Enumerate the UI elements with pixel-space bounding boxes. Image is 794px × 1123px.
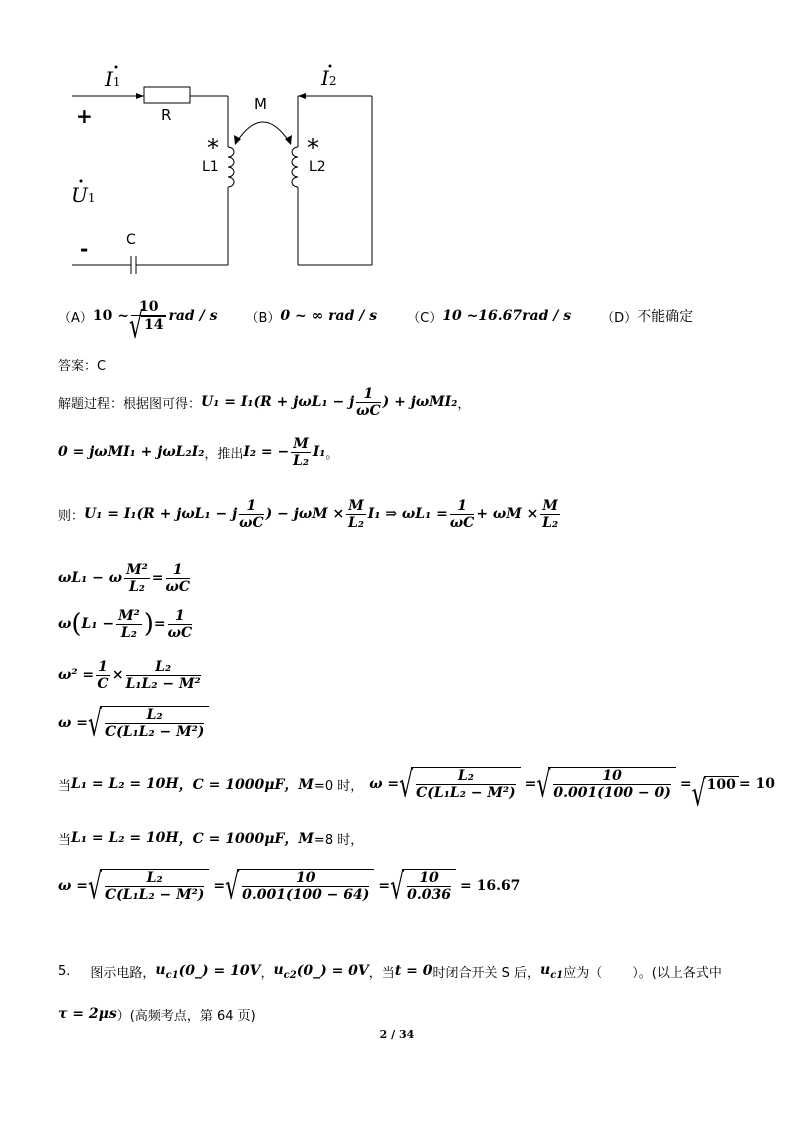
option-a-fraction: 10 √ 14 xyxy=(131,299,166,333)
case-2-line: 当 L₁ = L₂ = 10H ，C = 1000μF ，M =8 时， xyxy=(58,830,364,848)
question-5-line-2: τ = 2μs ）(高频考点，第 64 页) xyxy=(58,1006,256,1024)
label-minus: - xyxy=(80,237,89,261)
solution-line-3: 则： U₁ = I₁(R + jωL₁ − j $\frac{1}{\omega C}$ ) − jωM × $\frac{M}{\text{L₂}}$ I₁ ⇒ ωL₁ = $\frac{1}{\omega C}$ + ωM × $\frac{M}{\text{L₂}}$ xyxy=(58,497,559,531)
answer-label: 答案：C xyxy=(58,359,107,374)
equation-5: ω ( L₁ − $\frac{\text{M²}}{\text{L₂}}$ ) = $\frac{1}{\omega C}$ xyxy=(58,607,193,641)
option-b-text: 0 ~ ∞ rad / s xyxy=(280,308,378,324)
option-b-prefix: （B） xyxy=(245,310,281,326)
label-l2: L2 xyxy=(309,159,326,175)
label-u1: U1 xyxy=(71,183,96,207)
label-r: R xyxy=(161,106,172,124)
label-plus: + xyxy=(76,104,93,128)
solution-line-2: 0 = jωMI₁ + jωL₂I₂ ，推出 I₂ = − $\frac{M}{\text{L₂}}$ I₁ 。 xyxy=(58,435,339,469)
equation-7: ω = √ $\frac{\text{L₂}}{\text{C(L₁L₂ − M²)}}$ xyxy=(58,703,209,743)
page-number: 2 / 34 xyxy=(379,1028,415,1041)
label-l1: L1 xyxy=(202,159,219,175)
option-a-text: 10 ~ xyxy=(92,308,129,324)
equation-4: ωL₁ − ω $\frac{\text{M²}}{\text{L₂}}$ = $\frac{1}{\omega C}$ xyxy=(58,561,190,595)
option-d-prefix: （D） xyxy=(601,310,638,326)
equation-8: ω = √ $\frac{\text{L₂}}{\text{C(L₁L₂ − M²)}}$ = √ $\frac{10}{0.001(100 - 64)}$ = √ $\frac{10}{0.036}$ = 16.67 xyxy=(58,866,520,906)
label-i2: I2 xyxy=(321,66,337,90)
current-arrow-i2 xyxy=(298,93,306,99)
option-c-text: 10 ~16.67rad / s xyxy=(442,308,572,324)
question-5-line-1: 5. 图示电路， $u_{c1}$ (0_) = 10V ， $u_{c2}$ (0_) = 0V ，当 t = 0 时闭合开关 S 后， $u_{c1}$ 应为（ ）。(以上各式中 xyxy=(58,961,722,981)
label-i1: I1 xyxy=(105,67,121,91)
inductor-l1 xyxy=(228,147,234,187)
option-d-text: 不能确定 xyxy=(637,309,694,325)
case-1-line: 当 L₁ = L₂ = 10H ，C = 1000μF ，M =0 时， ω = √ $\frac{\text{L₂}}{\text{C(L₁L₂ − M²)}}$ = √ $\frac{10}{0.001(100 - 0)}$ = √ 100 = 10 xyxy=(58,764,775,804)
label-star-l2: * xyxy=(307,134,319,162)
options-row xyxy=(58,296,693,336)
label-c: C xyxy=(126,232,136,248)
label-m: M xyxy=(254,95,267,113)
inductor-l2 xyxy=(292,147,298,187)
current-arrow-i1 xyxy=(136,93,144,99)
solution-line-1: 解题过程：根据图可得： U₁ = I₁(R + jωL₁ − j $\frac{1}{\omega C}$ ) + jωMI₂ ， xyxy=(58,385,471,419)
mutual-arc xyxy=(236,122,290,143)
label-star-l1: * xyxy=(207,134,219,162)
option-a-prefix: （A） xyxy=(58,310,93,326)
equation-6: ω² = $\frac{1}{C}$ × $\frac{\text{L₂}}{\text{L₁L₂ − M²}}$ xyxy=(58,658,201,692)
option-c-prefix: （C） xyxy=(407,310,443,326)
option-a-unit: rad / s xyxy=(168,308,218,324)
resistor-r xyxy=(144,87,190,103)
